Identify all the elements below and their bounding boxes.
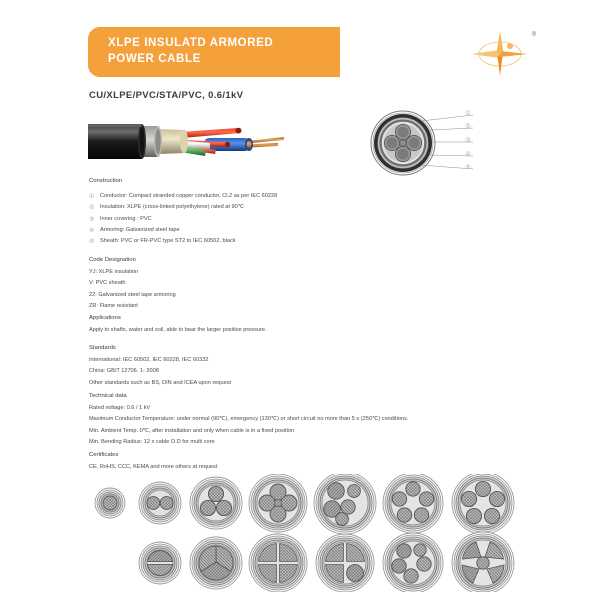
- applications-item-1: Apply to shafts, water and soil, able to bear the larger positive pressure.: [89, 327, 267, 334]
- applications-heading: Applications: [89, 315, 121, 321]
- standards-item-3: Other standards such as BS, DIN and ICEA upon request: [89, 379, 232, 386]
- cross-section-callout-list: [440, 110, 480, 176]
- construction-item-4-number: ④: [89, 226, 95, 234]
- callout-number-2: ②: [465, 123, 471, 130]
- code-designation-heading: Code Designation: [89, 257, 136, 263]
- code-designation-item-2: V: PVC sheath: [89, 280, 126, 287]
- callout-number-5: ⑤: [465, 164, 471, 171]
- certificates-item-1: CE, RoHS, CCC, KEMA and more others at request: [89, 464, 218, 471]
- standards-heading: Standards: [89, 345, 116, 351]
- construction-item-5: [89, 236, 277, 247]
- cable-cross-section-gallery: [88, 474, 518, 592]
- callout-number-4: ④: [465, 151, 471, 158]
- company-logo: [470, 30, 536, 76]
- construction-item-2: [89, 202, 277, 213]
- applications-section: [89, 313, 267, 336]
- certificates-section: [89, 450, 217, 473]
- banner-title-line-2: POWER CABLE: [108, 53, 201, 65]
- technical-data-item-3: Min. Ambient Temp. 0℃, after installation and only when cable is in a fixed position: [89, 427, 295, 434]
- construction-item-4-text: Armoring: Galvanized steel tape: [100, 226, 180, 233]
- gallery-illustrations: [88, 474, 518, 592]
- construction-item-3: [89, 214, 277, 225]
- standards-item-2: China: GB/T 12706. 1- 2008: [89, 368, 159, 375]
- construction-item-4: [89, 225, 277, 236]
- construction-item-1: [89, 191, 277, 202]
- certificates-heading: Certificates: [89, 452, 119, 458]
- callout-number-1: ①: [465, 110, 471, 117]
- code-designation-item-4: ZR: Flame resistant: [89, 302, 138, 309]
- technical-data-item-2: Maximum Conductor Temperature: under normal (90℃), emergency (130℃) or short circuit no more than 5 s (250℃) conditions.: [89, 416, 409, 423]
- construction-item-2-number: ②: [89, 204, 95, 212]
- code-designation-item-1: YJ: XLPE insulation: [89, 269, 139, 276]
- cable-photo-illustration: [88, 118, 286, 164]
- compass-star-icon: [470, 30, 536, 76]
- construction-section: [89, 176, 277, 247]
- technical-data-section: [89, 391, 408, 448]
- standards-item-1: International: IEC 60502, IEC 60228, IEC 60332: [89, 357, 209, 364]
- banner-title-line-1: XLPE INSULATD ARMORED: [108, 37, 274, 49]
- registered-trademark-icon: ®: [531, 32, 536, 38]
- technical-data-heading: Technical data: [89, 393, 127, 399]
- construction-item-1-text: Conductor: Compact stranded copper conductor, Cl.2 as per IEC 60228: [100, 193, 278, 200]
- header-banner: [88, 27, 340, 77]
- technical-data-item-1: Rated voltage: 0.6 / 1 kV: [89, 405, 151, 412]
- callout-number-3: ③: [465, 137, 471, 144]
- construction-item-3-text: Inner covering : PVC: [100, 215, 152, 222]
- technical-data-item-4: Min. Bending Radius: 12 x cable O.D for multi core: [89, 438, 215, 445]
- construction-item-5-number: ⑤: [89, 238, 95, 246]
- construction-item-3-number: ③: [89, 215, 95, 223]
- standards-section: [89, 343, 231, 389]
- construction-heading: Construction: [89, 178, 123, 184]
- construction-item-1-number: ①: [89, 193, 95, 201]
- code-designation-item-3: 22: Galvanized steel tape armoring: [89, 291, 176, 298]
- code-designation-section: [89, 255, 176, 312]
- construction-item-5-text: Sheath: PVC or FR-PVC type ST2 to IEC 60502, black: [100, 238, 236, 245]
- construction-item-2-text: Insulation: XLPE (cross-linked polyethylene) rated at 90℃: [100, 204, 245, 211]
- cable-cutaway-photo: [88, 118, 286, 164]
- product-spec-subtitle: CU/XLPE/PVC/STA/PVC, 0.6/1kV: [89, 90, 244, 101]
